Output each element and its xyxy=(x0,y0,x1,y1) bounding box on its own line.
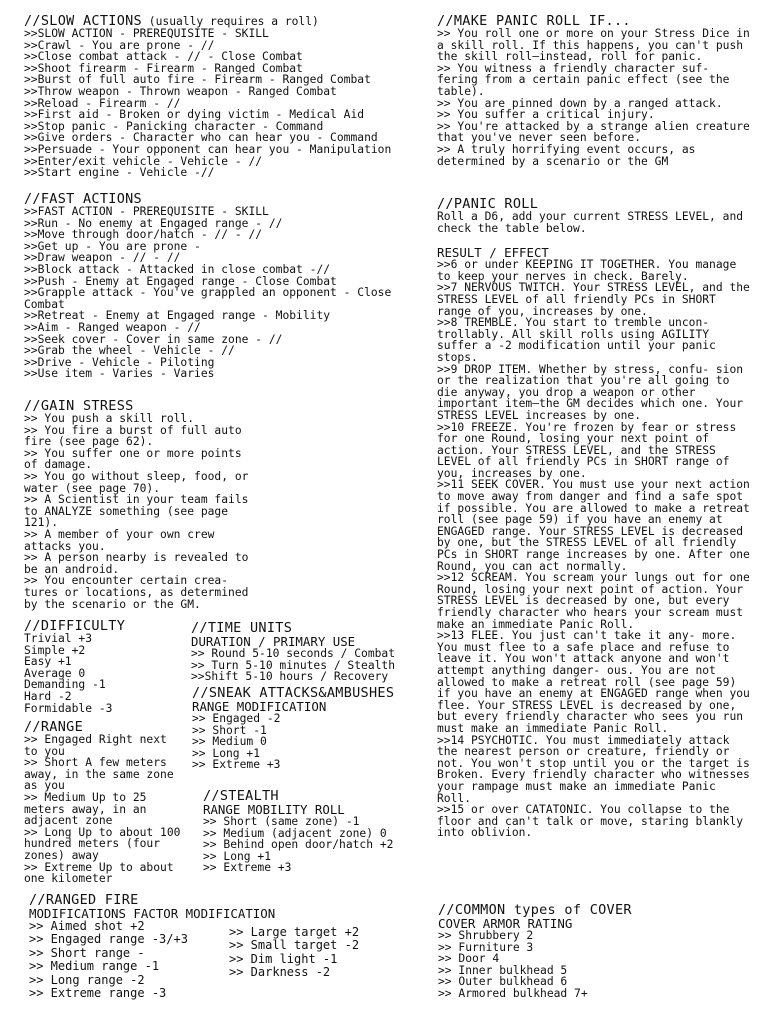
panic-triggers-title: //MAKE PANIC ROLL IF... xyxy=(437,13,631,29)
fast-actions-title: //FAST ACTIONS xyxy=(24,191,142,207)
difficulty-line: Trivial +3 xyxy=(24,632,93,645)
ranged-fire-right-col xyxy=(229,926,359,980)
panic-trigger-item: >> You roll one or more on your Stress Dice in a skill roll. If this happens, you can't push the skill roll—instead, roll for panic. xyxy=(437,27,750,64)
ranged-fire-section xyxy=(29,893,429,1002)
cover-line: >> Furniture 3 xyxy=(438,940,534,954)
slow-action-line: >>Throw weapon - Thrown weapon - Ranged Combat xyxy=(24,84,337,98)
range-line: to you xyxy=(24,744,65,758)
range-line: zones) away xyxy=(24,848,99,862)
fast-action-line: >>Use item - Varies - Varies xyxy=(24,367,215,381)
ranged-fire-line: >> Dim light -1 xyxy=(229,951,338,966)
ranged-fire-table xyxy=(29,920,429,1002)
gain-stress-line: >> You push a skill roll. xyxy=(24,412,195,425)
stealth-line: >> Short (same zone) -1 xyxy=(203,815,360,828)
difficulty-line: Easy +1 xyxy=(24,655,72,669)
panic-result-item: >>7 NERVOUS TWITCH. Your STRESS LEVEL, and the STRESS LEVEL of all friendly PCs in SHORT range of you, increases by one. xyxy=(437,281,750,318)
time-units-line: >> Round 5-10 seconds / Combat xyxy=(191,647,396,660)
slow-action-line: >>Persuade - Your opponent can hear you - Manipulation xyxy=(24,142,392,156)
difficulty-line: Formidable -3 xyxy=(24,701,113,715)
fast-action-line: >>Grapple attack - You've grappled an opponent - Close xyxy=(24,286,392,300)
difficulty-line: Demanding -1 xyxy=(24,678,106,692)
sneak-attacks-line: >> Extreme +3 xyxy=(192,758,281,772)
gain-stress-line: 121). xyxy=(24,516,59,530)
panic-result-item: >>13 FLEE. You just can't take it any- more. You must flee to a safe place and refuse to leave it. You won't attack anyone and won't attempt anything danger- ous. You are not allowed to make a retreat roll (see page 59) if you have an enemy at ENGAGED range when you flee. Your STRESS LEVEL is decreased by one, but every friendly character who sees you run must make an immediate Panic Roll. xyxy=(437,629,750,735)
fast-action-line: Combat xyxy=(24,297,65,311)
slow-action-line: >>Shoot firearm - Firearm - Ranged Combat xyxy=(24,61,303,75)
fast-action-line: >>Push - Enemy at Engaged range - Close Combat xyxy=(24,274,337,288)
stealth-line: >> Medium (adjacent zone) 0 xyxy=(203,826,387,840)
stealth-line: >> Behind open door/hatch +2 xyxy=(203,838,394,852)
ranged-fire-left-col xyxy=(29,920,188,1000)
difficulty-line: Average 0 xyxy=(24,666,86,680)
cover-line: >> Shrubbery 2 xyxy=(438,929,534,942)
gain-stress-line: water (see page 70). xyxy=(24,481,161,495)
range-title: //RANGE xyxy=(24,719,83,735)
slow-action-line: >>Start engine - Vehicle -// xyxy=(24,166,215,180)
panic-trigger-item: >> You witness a friendly character suf- fering from a certain panic effect (see the table). xyxy=(437,61,730,98)
panic-trigger-item: >> A truly horrifying event occurs, as determined by a scenario or the GM xyxy=(437,142,696,168)
sneak-attacks-title: //SNEAK ATTACKS&AMBUSHES xyxy=(192,685,395,701)
slow-actions-section xyxy=(24,14,429,179)
range-line: adjacent zone xyxy=(24,814,113,828)
time-units-title: //TIME UNITS xyxy=(191,620,293,636)
gain-stress-line: >> You suffer one or more points xyxy=(24,446,242,460)
difficulty-line: Hard -2 xyxy=(24,689,72,703)
range-line: >> Long Up to about 100 xyxy=(24,825,181,839)
slow-action-line: >>SLOW ACTION - PREREQUISITE - SKILL xyxy=(24,27,269,40)
stealth-line: >> Extreme +3 xyxy=(203,861,292,875)
slow-action-line: >>Stop panic - Panicking character - Command xyxy=(24,119,324,133)
slow-action-line: >>Enter/exit vehicle - Vehicle - // xyxy=(24,154,263,168)
cover-line: >> Armored bulkhead 7+ xyxy=(438,986,588,1000)
range-line: away, in the same zone xyxy=(24,767,174,781)
slow-action-line: >>Burst of full auto fire - Firearm - Ranged Combat xyxy=(24,73,371,87)
stealth-line: >> Long +1 xyxy=(203,849,272,863)
panic-result-item: >>10 FREEZE. You're frozen by fear or stress for one Round, losing your next point of action. Your STRESS LEVEL, and the STRESS LEVEL of all friendly PCs in SHORT range of you, increases by one. xyxy=(437,420,737,480)
ranged-fire-line: >> Large target +2 xyxy=(229,925,360,939)
ranged-fire-title: //RANGED FIRE xyxy=(29,892,139,908)
panic-result-item: >>8 TREMBLE. You start to tremble uncon- trollably. All skill rolls using AGILITY suffer a -2 modification until your panic stops. xyxy=(437,316,716,364)
gain-stress-line: >> You go without sleep, food, or xyxy=(24,469,249,483)
stealth-title: //STEALTH xyxy=(203,788,279,804)
range-line: one kilometer xyxy=(24,872,113,886)
cover-line: >> Door 4 xyxy=(438,952,500,966)
panic-result-item: >>9 DROP ITEM. Whether by stress, confu- sion or the realization that you're all going to die anyway, you drop a weapon or other important item—the GM decides which one. Your STRESS LEVEL increases by one. xyxy=(437,362,744,422)
gain-stress-line: be an android. xyxy=(24,562,120,576)
slow-actions-title-line xyxy=(24,14,429,28)
panic-result-item: >>14 PSYCHOTIC. You must immediately attack the nearest person or creature, friendly or not. You won't stop until you or the target is Broken. Every friendly character who witnesses your rampage must make an immediate Panic Roll. xyxy=(437,733,750,805)
gain-stress-line: >> You fire a burst of full auto xyxy=(24,423,242,437)
ranged-fire-line: >> Darkness -2 xyxy=(229,965,331,980)
gain-stress-line: attacks you. xyxy=(24,539,106,553)
cover-line: >> Inner bulkhead 5 xyxy=(438,963,568,977)
range-line: >> Engaged Right next xyxy=(24,733,167,746)
slow-action-line: >>Give orders - Character who can hear you - Command xyxy=(24,131,378,145)
gain-stress-line: of damage. xyxy=(24,458,93,472)
gain-stress-section xyxy=(24,399,284,610)
ranged-fire-line: >> Short range - xyxy=(29,945,145,960)
fast-action-line: >>Block attack - Attacked in close combat -// xyxy=(24,262,331,276)
difficulty-section xyxy=(24,619,184,714)
panic-result-item: >>12 SCREAM. You scream your lungs out for one Round, losing your next point of action. Your STRESS LEVEL is decreased by one, but every friendly character who hears your scream must make an immediate Panic Roll. xyxy=(437,571,750,631)
range-line: meters away, in an xyxy=(24,802,147,816)
fast-action-line: >>Get up - You are prone - xyxy=(24,239,201,253)
gain-stress-title: //GAIN STRESS xyxy=(24,398,134,414)
gain-stress-line: fire (see page 62). xyxy=(24,435,154,449)
panic-result-item: >>15 or over CATATONIC. You collapse to the floor and can't talk or move, staring blankly into oblivion. xyxy=(437,803,744,840)
range-line: as you xyxy=(24,779,65,793)
time-units-line: >>Shift 5-10 hours / Recovery xyxy=(191,670,389,684)
time-units-section xyxy=(191,621,431,683)
slow-action-line: >>Reload - Firearm - // xyxy=(24,96,181,110)
sneak-attacks-line: >> Short -1 xyxy=(192,723,267,737)
cover-subtitle: COVER ARMOR RATING xyxy=(438,916,573,931)
panic-result-header: RESULT / EFFECT xyxy=(437,245,549,261)
cover-section xyxy=(438,903,752,1000)
slow-action-line: >>First aid - Broken or dying victim - Medical Aid xyxy=(24,108,365,122)
panic-trigger-item: >> You are pinned down by a ranged attack. xyxy=(437,96,723,110)
gain-stress-line: tures or locations, as determined xyxy=(24,585,249,599)
panic-result-item: >>11 SEEK COVER. You must use your next action to move away from danger and find a safe spot if possible. You are allowed to make a retreat roll (see page 59) if you have an enemy at ENGAGED range. Your STRESS LEVEL is decreased by one, but the STRESS LEVEL of all friendly PCs in SHORT range increases by one. After one Round, you can act normally. xyxy=(437,478,750,573)
fast-action-line: >>Grab the wheel - Vehicle - // xyxy=(24,344,235,358)
fast-actions-section xyxy=(24,192,429,380)
ranged-fire-line: >> Engaged range -3/+3 xyxy=(29,932,188,947)
difficulty-line: Simple +2 xyxy=(24,643,86,657)
ranged-fire-line: >> Medium range -1 xyxy=(29,959,160,974)
fast-action-line: >>Drive - Vehicle - Piloting xyxy=(24,355,215,369)
fast-action-line: >>Draw weapon - // - // xyxy=(24,251,181,265)
panic-triggers-section xyxy=(437,14,751,167)
gain-stress-line: by the scenario or the GM. xyxy=(24,597,201,611)
panic-roll-intro: Roll a D6, add your current STRESS LEVEL, and check the table below. xyxy=(437,210,744,235)
slow-actions-title-note: (usually requires a roll) xyxy=(142,15,319,28)
gain-stress-line: to ANALYZE something (see page xyxy=(24,504,229,518)
fast-action-line: >>Retreat - Enemy at Engaged range - Mobility xyxy=(24,309,331,323)
range-line: hundred meters (four xyxy=(24,837,161,851)
ranged-fire-line: >> Small target -2 xyxy=(229,938,360,953)
fast-action-line: >>Seek cover - Cover in same zone - // xyxy=(24,332,283,346)
panic-roll-title: //PANIC ROLL xyxy=(437,196,539,212)
gain-stress-line: >> A member of your own crew xyxy=(24,527,215,541)
panic-result-item: >>6 or under KEEPING IT TOGETHER. You manage to keep your nerves in check. Barely. xyxy=(437,258,737,283)
gain-stress-line: >> A Scientist in your team fails xyxy=(24,493,249,507)
gain-stress-line: >> A person nearby is revealed to xyxy=(24,551,249,565)
sneak-attacks-subtitle: RANGE MODIFICATION xyxy=(192,699,327,714)
panic-trigger-item: >> You're attacked by a strange alien creature that you've never seen before. xyxy=(437,119,750,145)
slow-action-line: >>Crawl - You are prone - // xyxy=(24,38,215,52)
fast-action-line: >>Move through door/hatch - // - // xyxy=(24,228,263,242)
sneak-attacks-line: >> Engaged -2 xyxy=(192,712,281,725)
fast-action-line: >>Aim - Ranged weapon - // xyxy=(24,320,201,334)
cover-title: //COMMON types of COVER xyxy=(438,902,632,918)
time-units-line: >> Turn 5-10 minutes / Stealth xyxy=(191,658,396,672)
sneak-attacks-section xyxy=(192,686,432,771)
range-line: >> Extreme Up to about xyxy=(24,860,174,874)
sneak-attacks-line: >> Long +1 xyxy=(192,746,261,760)
time-units-subtitle: DURATION / PRIMARY USE xyxy=(191,634,356,649)
stealth-subtitle: RANGE MOBILITY ROLL xyxy=(203,802,345,817)
slow-action-line: >>Close combat attack - // - Close Combat xyxy=(24,50,303,64)
difficulty-title: //DIFFICULTY xyxy=(24,618,126,634)
fast-action-line: >>Run - No enemy at Engaged range - // xyxy=(24,216,283,230)
cover-line: >> Outer bulkhead 6 xyxy=(438,975,568,989)
panic-trigger-item: >> You suffer a critical injury. xyxy=(437,108,655,122)
ranged-fire-line: >> Long range -2 xyxy=(29,972,145,987)
range-section xyxy=(24,720,194,885)
ranged-fire-subtitle: MODIFICATIONS FACTOR MODIFICATION xyxy=(29,906,276,921)
range-line: >> Short A few meters xyxy=(24,756,167,770)
stealth-section xyxy=(203,789,433,874)
fast-action-line: >>FAST ACTION - PREREQUISITE - SKILL xyxy=(24,205,269,218)
gain-stress-line: >> You encounter certain crea- xyxy=(24,574,229,588)
ranged-fire-line: >> Aimed shot +2 xyxy=(29,919,145,933)
slow-actions-title: //SLOW ACTIONS xyxy=(24,13,142,29)
range-line: >> Medium Up to 25 xyxy=(24,790,147,804)
sneak-attacks-line: >> Medium 0 xyxy=(192,735,267,749)
ranged-fire-line: >> Extreme range -3 xyxy=(29,986,167,1001)
panic-roll-section xyxy=(437,197,751,839)
